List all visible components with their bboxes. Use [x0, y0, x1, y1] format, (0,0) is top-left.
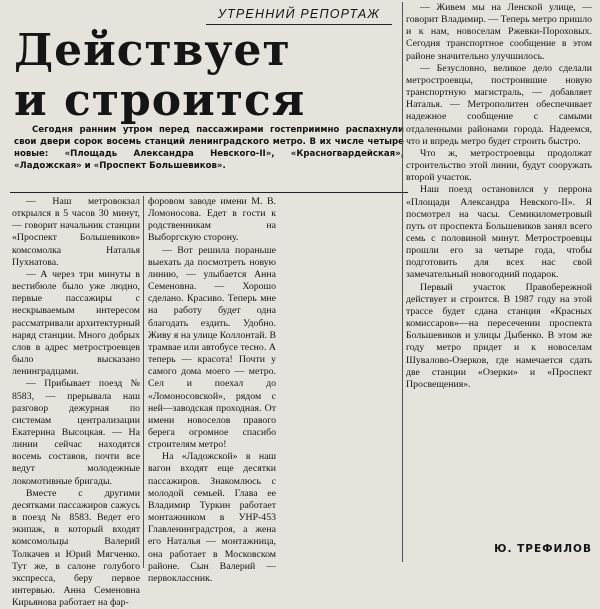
section-rubric: УТРЕННИЙ РЕПОРТАЖ [206, 4, 392, 25]
column-divider [143, 196, 144, 568]
paragraph: — Прибывает поезд № 8583, — прерывала наш разговор дежурная по системам централизации Екатерина Высоцкая. — На линии сейчас находятся восемь составов, почти все ведут молодежные локомотивные бригады. [12, 378, 140, 487]
text-column-1 [12, 196, 140, 609]
paragraph: Наш поезд остановился у перрона «Площади Александра Невского-II». Я посмотрел на часы. Семикилометровый путь от проспекта Большевиков занял всего семь с половиной минут. Метростроевцы прошли его за четыре года, чтобы подготовить для всех нас свой замечательный новогодний подарок. [406, 184, 592, 281]
headline-line-2: и строится [14, 75, 306, 126]
paragraph: — Наш метровокзал открылся в 5 часов 30 минут, — говорит начальник станции «Проспект Большевиков» комсомолка Наталья Пухнатова. [12, 196, 140, 268]
paragraph: — Безусловно, великое дело сделали метростроевцы, построившие новую транспортную магистраль, — добавляет Наталья. — Метрополитен обеспечивает надежное сообщение с самыми отдаленными районами города. Надеемся, что и впредь метро будет строить быстро. [406, 62, 592, 147]
paragraph: Вместе с другими десятками пассажиров сажусь в поезд № 8583. Ведет его экипаж, в который входят комсомольцы Валерий Толкачев и Юрий Мягченко. Тут же, в салоне голубого экспресса, беру первое интервью. Анна Семеновна Кирьянова работает на фар- [12, 487, 140, 609]
headline [14, 26, 406, 126]
lead-paragraph: Сегодня ранним утром перед пассажирами гостеприимно распахнули свои двери сорок восемь станций ленинградского метро. В их числе четыре новые: «Площадь Александра Невского-II», «Красногвардейская», «Ладожская» и «Проспект Большевиков». [14, 125, 404, 171]
paragraph: форовом заводе имени М. В. Ломоносова. Едет в гости к родственникам на Выборгскую сторону. [148, 196, 276, 244]
paragraph: — А через три минуты в вестибюле было уже людно, первые пассажиры с нескрываемым интересом рассматривали архитектурный наряд станции. Много добрых слов в адрес метростроевцев было высказано ленинградцами. [12, 268, 140, 378]
paragraph: — Живем мы на Ленской улице, — говорит Владимир. — Теперь метро пришло и к нам, новоселам Ржевки-Пороховых. Сегодня транспортное сообщение в этом районе значительно улучшилось. [406, 2, 592, 62]
paragraph: — Вот решила пораньше выехать да посмотреть новую линию, — улыбается Анна Семеновна. — Хорошо сделано. Красиво. Теперь мне на работу будет одна благодать ездить. Удобно. Живу я на улице Коллонтай. В трамвае или автобусе тесно. А теперь — красота! Почти у самого дома моего — метро. Сел и поехал до «Ломоносовской», рядом с ней—заводская проходная. От имени новоселов правого берега огромное спасибо строителям метро! [148, 244, 276, 451]
paragraph: На «Ладожской» в наш вагон входят еще десятки пассажиров. Знакомлюсь с молодой семьей. Глава ее Владимир Туркин работает монтажником в УНР-453 Главленинградстроя, а жена его Наталья — монтажница, она работает в Московском районе. Сын Валерий — первоклассник. [148, 451, 276, 584]
headline-line-1: Действует [14, 25, 291, 76]
paragraph: Что ж, метростроевцы продолжат строительство этой линии, будут сооружать второй участок. [406, 147, 592, 184]
author-signature: Ю. ТРЕФИЛОВ [494, 543, 592, 555]
text-column-2 [148, 196, 276, 584]
column-divider [402, 2, 403, 562]
paragraph: Первый участок Правобережной действует и строится. В 1987 году на этой трассе будет сдана станция «Красных комиссаров»—на пересечении проспекта Большевиков и улицы Дыбенко. В этом же году метро придет и к новоселам Шувалово-Озерков, где намечается сдать две станции «Озерки» и «Проспект Просвещения». [406, 281, 592, 390]
text-column-3 [406, 2, 592, 540]
horizontal-rule [10, 192, 408, 193]
